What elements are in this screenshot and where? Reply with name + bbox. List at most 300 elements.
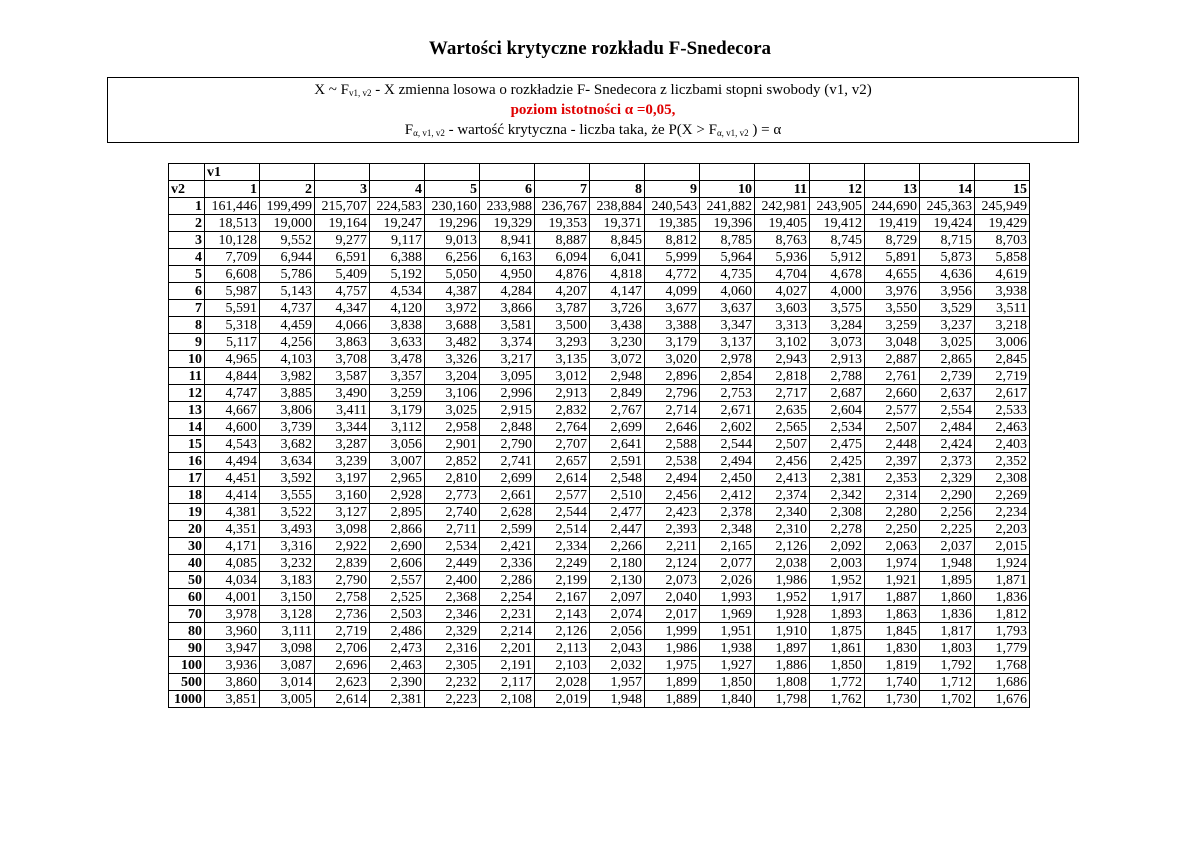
critical-value-cell: 2,577 — [535, 487, 590, 504]
critical-value-cell: 3,293 — [535, 334, 590, 351]
critical-value-cell: 2,254 — [480, 589, 535, 606]
critical-value-cell: 2,660 — [865, 385, 920, 402]
table-row — [169, 606, 1030, 623]
table-row — [169, 402, 1030, 419]
critical-value-cell: 3,217 — [480, 351, 535, 368]
critical-value-cell: 1,871 — [975, 572, 1030, 589]
critical-value-cell: 3,259 — [370, 385, 425, 402]
critical-value-cell: 1,993 — [700, 589, 755, 606]
critical-value-cell: 2,839 — [315, 555, 370, 572]
critical-value-cell: 8,941 — [480, 232, 535, 249]
critical-value-cell: 6,163 — [480, 249, 535, 266]
critical-value-cell: 19,353 — [535, 215, 590, 232]
critical-value-cell: 1,819 — [865, 657, 920, 674]
critical-value-cell: 4,387 — [425, 283, 480, 300]
critical-value-cell: 19,429 — [975, 215, 1030, 232]
critical-value-cell: 4,103 — [260, 351, 315, 368]
critical-value-cell: 2,353 — [865, 470, 920, 487]
critical-value-cell: 4,060 — [700, 283, 755, 300]
critical-value-cell: 3,006 — [975, 334, 1030, 351]
critical-value-cell: 1,975 — [645, 657, 700, 674]
column-header: 10 — [700, 181, 755, 198]
critical-value-cell: 1,830 — [865, 640, 920, 657]
critical-value-cell: 2,203 — [975, 521, 1030, 538]
critical-value-cell: 2,832 — [535, 402, 590, 419]
critical-value-cell: 2,412 — [700, 487, 755, 504]
table-row — [169, 334, 1030, 351]
critical-value-cell: 1,951 — [700, 623, 755, 640]
critical-value-cell: 3,411 — [315, 402, 370, 419]
critical-value-cell: 4,950 — [480, 266, 535, 283]
column-header: 8 — [590, 181, 645, 198]
critical-value-cell: 2,113 — [535, 640, 590, 657]
critical-value-cell: 2,456 — [645, 487, 700, 504]
critical-value-cell: 1,836 — [920, 606, 975, 623]
table-row — [169, 470, 1030, 487]
critical-value-cell: 3,947 — [205, 640, 260, 657]
critical-value-cell: 1,772 — [810, 674, 865, 691]
critical-value-cell: 3,982 — [260, 368, 315, 385]
critical-value-cell: 3,978 — [205, 606, 260, 623]
critical-value-cell: 3,555 — [260, 487, 315, 504]
critical-value-cell: 238,884 — [590, 198, 645, 215]
critical-value-cell: 4,600 — [205, 419, 260, 436]
critical-value-cell: 1,850 — [700, 674, 755, 691]
critical-value-cell: 2,753 — [700, 385, 755, 402]
critical-value-cell: 2,740 — [425, 504, 480, 521]
critical-value-cell: 4,678 — [810, 266, 865, 283]
critical-value-cell: 1,897 — [755, 640, 810, 657]
critical-value-cell: 1,817 — [920, 623, 975, 640]
critical-value-cell: 2,845 — [975, 351, 1030, 368]
critical-value-cell: 2,074 — [590, 606, 645, 623]
critical-value-cell: 2,348 — [700, 521, 755, 538]
critical-value-cell: 2,043 — [590, 640, 645, 657]
critical-value-cell: 2,038 — [755, 555, 810, 572]
critical-value-cell: 3,005 — [260, 691, 315, 708]
critical-value-cell: 6,608 — [205, 266, 260, 283]
critical-value-cell: 1,861 — [810, 640, 865, 657]
critical-value-cell: 1,712 — [920, 674, 975, 691]
critical-value-cell: 10,128 — [205, 232, 260, 249]
critical-value-cell: 241,882 — [700, 198, 755, 215]
table-row — [169, 419, 1030, 436]
column-header: 2 — [260, 181, 315, 198]
row-label-v2: 6 — [169, 283, 205, 300]
critical-value-cell: 2,403 — [975, 436, 1030, 453]
row-label-v2: 50 — [169, 572, 205, 589]
critical-value-cell: 4,543 — [205, 436, 260, 453]
row-label-v2: 8 — [169, 317, 205, 334]
critical-value-cell: 4,147 — [590, 283, 645, 300]
critical-value-cell: 2,577 — [865, 402, 920, 419]
critical-value-cell: 233,988 — [480, 198, 535, 215]
critical-value-cell: 2,393 — [645, 521, 700, 538]
critical-value-cell: 1,927 — [700, 657, 755, 674]
critical-value-cell: 3,218 — [975, 317, 1030, 334]
table-row — [169, 249, 1030, 266]
row-label-v2: 16 — [169, 453, 205, 470]
critical-value-cell: 3,587 — [315, 368, 370, 385]
critical-value-cell: 2,788 — [810, 368, 865, 385]
critical-value-cell: 1,702 — [920, 691, 975, 708]
critical-value-cell: 2,854 — [700, 368, 755, 385]
row-label-v2: 5 — [169, 266, 205, 283]
critical-value-cell: 2,167 — [535, 589, 590, 606]
critical-value-cell: 199,499 — [260, 198, 315, 215]
critical-value-cell: 1,676 — [975, 691, 1030, 708]
critical-value-cell: 2,056 — [590, 623, 645, 640]
column-header: 1 — [205, 181, 260, 198]
critical-value-cell: 2,588 — [645, 436, 700, 453]
empty-cell — [810, 164, 865, 181]
critical-value-cell: 3,592 — [260, 470, 315, 487]
critical-value-cell: 2,256 — [920, 504, 975, 521]
critical-value-cell: 2,199 — [535, 572, 590, 589]
v1-label: v1 — [205, 164, 260, 181]
critical-value-cell: 240,543 — [645, 198, 700, 215]
critical-value-cell: 2,696 — [315, 657, 370, 674]
critical-value-cell: 8,845 — [590, 232, 645, 249]
critical-value-cell: 2,538 — [645, 453, 700, 470]
critical-value-cell: 2,225 — [920, 521, 975, 538]
critical-value-cell: 2,486 — [370, 623, 425, 640]
critical-value-cell: 5,786 — [260, 266, 315, 283]
critical-value-cell: 8,715 — [920, 232, 975, 249]
critical-value-cell: 2,707 — [535, 436, 590, 453]
row-label-v2: 70 — [169, 606, 205, 623]
critical-value-cell: 1,986 — [645, 640, 700, 657]
critical-value-cell: 1,899 — [645, 674, 700, 691]
table-row — [169, 589, 1030, 606]
critical-value-cell: 8,812 — [645, 232, 700, 249]
critical-value-cell: 1,969 — [700, 606, 755, 623]
critical-value-cell: 2,308 — [975, 470, 1030, 487]
column-header: 5 — [425, 181, 480, 198]
row-label-v2: 90 — [169, 640, 205, 657]
table-row — [169, 198, 1030, 215]
critical-value-cell: 3,232 — [260, 555, 315, 572]
critical-value-cell: 4,000 — [810, 283, 865, 300]
critical-value-cell: 1,850 — [810, 657, 865, 674]
table-row — [169, 691, 1030, 708]
critical-value-cell: 2,758 — [315, 589, 370, 606]
critical-value-cell: 2,915 — [480, 402, 535, 419]
empty-cell — [700, 164, 755, 181]
critical-value-cell: 3,025 — [425, 402, 480, 419]
line3-text-b: - wartość krytyczna - liczba taka, że P(X > F — [444, 122, 717, 138]
table-row — [169, 266, 1030, 283]
critical-value-cell: 2,077 — [700, 555, 755, 572]
table-row — [169, 453, 1030, 470]
critical-value-cell: 2,346 — [425, 606, 480, 623]
critical-value-cell: 3,150 — [260, 589, 315, 606]
critical-value-cell: 2,450 — [700, 470, 755, 487]
critical-value-cell: 2,017 — [645, 606, 700, 623]
empty-cell — [315, 164, 370, 181]
column-header: 13 — [865, 181, 920, 198]
critical-value-cell: 3,863 — [315, 334, 370, 351]
critical-value-cell: 2,901 — [425, 436, 480, 453]
critical-value-cell: 4,534 — [370, 283, 425, 300]
critical-value-cell: 4,284 — [480, 283, 535, 300]
critical-value-cell: 3,936 — [205, 657, 260, 674]
critical-value-cell: 3,135 — [535, 351, 590, 368]
line3-subscript: α, v1, v2 — [413, 128, 445, 138]
column-header: 4 — [370, 181, 425, 198]
row-label-v2: 18 — [169, 487, 205, 504]
critical-value-cell: 4,120 — [370, 300, 425, 317]
table-row — [169, 623, 1030, 640]
critical-value-cell: 2,003 — [810, 555, 865, 572]
row-label-v2: 60 — [169, 589, 205, 606]
critical-value-cell: 3,490 — [315, 385, 370, 402]
critical-value-cell: 3,500 — [535, 317, 590, 334]
critical-value-cell: 1,924 — [975, 555, 1030, 572]
critical-value-cell: 224,583 — [370, 198, 425, 215]
critical-value-cell: 3,259 — [865, 317, 920, 334]
critical-value-cell: 2,390 — [370, 674, 425, 691]
critical-value-cell: 1,893 — [810, 606, 865, 623]
critical-value-cell: 3,111 — [260, 623, 315, 640]
critical-value-cell: 3,204 — [425, 368, 480, 385]
critical-value-cell: 2,928 — [370, 487, 425, 504]
line1-text-a: X ~ F — [314, 82, 349, 98]
critical-value-cell: 2,514 — [535, 521, 590, 538]
critical-value-cell: 1,793 — [975, 623, 1030, 640]
critical-value-cell: 2,628 — [480, 504, 535, 521]
critical-value-cell: 3,112 — [370, 419, 425, 436]
critical-value-cell: 19,424 — [920, 215, 975, 232]
critical-value-cell: 2,424 — [920, 436, 975, 453]
critical-value-cell: 1,686 — [975, 674, 1030, 691]
critical-value-cell: 2,548 — [590, 470, 645, 487]
critical-value-cell: 3,960 — [205, 623, 260, 640]
critical-value-cell: 3,972 — [425, 300, 480, 317]
row-label-v2: 30 — [169, 538, 205, 555]
critical-value-cell: 2,329 — [920, 470, 975, 487]
critical-value-cell: 2,606 — [370, 555, 425, 572]
critical-value-cell: 2,214 — [480, 623, 535, 640]
critical-value-cell: 6,944 — [260, 249, 315, 266]
table-row — [169, 657, 1030, 674]
critical-value-cell: 245,949 — [975, 198, 1030, 215]
critical-value-cell: 2,180 — [590, 555, 645, 572]
critical-value-cell: 243,905 — [810, 198, 865, 215]
critical-value-cell: 2,761 — [865, 368, 920, 385]
critical-value-cell: 2,308 — [810, 504, 865, 521]
critical-value-cell: 3,127 — [315, 504, 370, 521]
critical-value-cell: 2,316 — [425, 640, 480, 657]
critical-value-cell: 2,717 — [755, 385, 810, 402]
critical-value-cell: 2,423 — [645, 504, 700, 521]
critical-value-cell: 2,767 — [590, 402, 645, 419]
critical-value-cell: 2,641 — [590, 436, 645, 453]
critical-value-cell: 2,117 — [480, 674, 535, 691]
critical-value-cell: 2,448 — [865, 436, 920, 453]
critical-value-cell: 5,912 — [810, 249, 865, 266]
critical-value-cell: 3,197 — [315, 470, 370, 487]
critical-value-cell: 4,001 — [205, 589, 260, 606]
critical-value-cell: 1,779 — [975, 640, 1030, 657]
critical-value-cell: 2,381 — [810, 470, 865, 487]
line3-text-a: F — [404, 122, 414, 138]
critical-value-cell: 3,634 — [260, 453, 315, 470]
critical-value-cell: 2,019 — [535, 691, 590, 708]
critical-value-cell: 3,787 — [535, 300, 590, 317]
critical-value-cell: 2,849 — [590, 385, 645, 402]
critical-value-cell: 2,948 — [590, 368, 645, 385]
critical-value-cell: 4,655 — [865, 266, 920, 283]
critical-value-cell: 5,964 — [700, 249, 755, 266]
critical-value-cell: 2,015 — [975, 538, 1030, 555]
critical-value-cell: 19,412 — [810, 215, 865, 232]
critical-value-cell: 3,073 — [810, 334, 865, 351]
critical-value-cell: 2,249 — [535, 555, 590, 572]
critical-value-cell: 2,525 — [370, 589, 425, 606]
critical-value-cell: 1,803 — [920, 640, 975, 657]
critical-value-cell: 2,699 — [480, 470, 535, 487]
critical-value-cell: 2,623 — [315, 674, 370, 691]
critical-value-cell: 2,447 — [590, 521, 645, 538]
critical-value-cell: 2,699 — [590, 419, 645, 436]
critical-value-cell: 2,477 — [590, 504, 645, 521]
critical-value-cell: 2,764 — [535, 419, 590, 436]
critical-value-cell: 2,741 — [480, 453, 535, 470]
critical-value-cell: 2,232 — [425, 674, 480, 691]
table-row — [169, 538, 1030, 555]
critical-value-cell: 2,978 — [700, 351, 755, 368]
critical-value-cell: 3,137 — [700, 334, 755, 351]
critical-value-cell: 2,475 — [810, 436, 865, 453]
critical-value-cell: 2,269 — [975, 487, 1030, 504]
critical-value-cell: 2,739 — [920, 368, 975, 385]
table-row — [169, 351, 1030, 368]
critical-value-cell: 2,852 — [425, 453, 480, 470]
critical-value-cell: 3,511 — [975, 300, 1030, 317]
critical-value-cell: 5,143 — [260, 283, 315, 300]
empty-cell — [590, 164, 645, 181]
critical-value-cell: 8,729 — [865, 232, 920, 249]
critical-value-cell: 2,706 — [315, 640, 370, 657]
critical-value-cell: 3,438 — [590, 317, 645, 334]
critical-value-cell: 3,529 — [920, 300, 975, 317]
critical-value-cell: 2,413 — [755, 470, 810, 487]
line1-subscript: v1, v2 — [349, 88, 372, 98]
critical-value-cell: 2,400 — [425, 572, 480, 589]
critical-value-cell: 2,533 — [975, 402, 1030, 419]
empty-cell — [755, 164, 810, 181]
critical-value-cell: 2,599 — [480, 521, 535, 538]
critical-value-cell: 3,478 — [370, 351, 425, 368]
critical-value-cell: 3,007 — [370, 453, 425, 470]
critical-value-cell: 3,239 — [315, 453, 370, 470]
critical-value-cell: 3,575 — [810, 300, 865, 317]
critical-value-cell: 4,737 — [260, 300, 315, 317]
row-label-v2: 13 — [169, 402, 205, 419]
critical-value-cell: 1,840 — [700, 691, 755, 708]
critical-value-cell: 4,171 — [205, 538, 260, 555]
critical-value-cell: 2,494 — [645, 470, 700, 487]
critical-value-cell: 5,858 — [975, 249, 1030, 266]
critical-value-cell: 2,028 — [535, 674, 590, 691]
row-label-v2: 9 — [169, 334, 205, 351]
critical-value-cell: 2,340 — [755, 504, 810, 521]
empty-cell — [975, 164, 1030, 181]
column-header: 14 — [920, 181, 975, 198]
critical-value-cell: 2,690 — [370, 538, 425, 555]
row-label-v2: 14 — [169, 419, 205, 436]
critical-value-cell: 3,179 — [370, 402, 425, 419]
critical-value-cell: 2,381 — [370, 691, 425, 708]
critical-value-cell: 4,034 — [205, 572, 260, 589]
table-row — [169, 385, 1030, 402]
critical-value-cell: 2,943 — [755, 351, 810, 368]
critical-value-cell: 2,557 — [370, 572, 425, 589]
critical-value-cell: 2,211 — [645, 538, 700, 555]
critical-value-cell: 2,449 — [425, 555, 480, 572]
critical-value-cell: 4,451 — [205, 470, 260, 487]
critical-value-cell: 3,550 — [865, 300, 920, 317]
critical-value-cell: 245,363 — [920, 198, 975, 215]
critical-value-cell: 3,938 — [975, 283, 1030, 300]
row-label-v2: 15 — [169, 436, 205, 453]
critical-value-cell: 1,798 — [755, 691, 810, 708]
critical-value-cell: 3,581 — [480, 317, 535, 334]
critical-value-cell: 2,130 — [590, 572, 645, 589]
critical-value-cell: 4,347 — [315, 300, 370, 317]
critical-value-cell: 3,020 — [645, 351, 700, 368]
critical-value-cell: 9,117 — [370, 232, 425, 249]
critical-value-cell: 19,000 — [260, 215, 315, 232]
critical-value-cell: 3,347 — [700, 317, 755, 334]
critical-value-cell: 3,860 — [205, 674, 260, 691]
critical-value-cell: 2,032 — [590, 657, 645, 674]
critical-value-cell: 2,614 — [315, 691, 370, 708]
critical-value-cell: 2,922 — [315, 538, 370, 555]
empty-cell — [260, 164, 315, 181]
critical-value-cell: 3,098 — [260, 640, 315, 657]
critical-value-cell: 1,948 — [920, 555, 975, 572]
critical-value-cell: 2,290 — [920, 487, 975, 504]
critical-value-cell: 1,948 — [590, 691, 645, 708]
critical-value-cell: 3,087 — [260, 657, 315, 674]
critical-value-cell: 5,192 — [370, 266, 425, 283]
column-header-row — [169, 181, 1030, 198]
critical-value-cell: 8,785 — [700, 232, 755, 249]
critical-value-cell: 3,287 — [315, 436, 370, 453]
critical-value-cell: 2,201 — [480, 640, 535, 657]
critical-value-cell: 2,554 — [920, 402, 975, 419]
critical-value-cell: 2,818 — [755, 368, 810, 385]
critical-value-cell: 8,763 — [755, 232, 810, 249]
critical-value-cell: 3,230 — [590, 334, 645, 351]
critical-value-cell: 3,128 — [260, 606, 315, 623]
critical-value-cell: 3,976 — [865, 283, 920, 300]
critical-value-cell: 4,876 — [535, 266, 590, 283]
critical-value-cell: 4,735 — [700, 266, 755, 283]
critical-value-cell: 3,633 — [370, 334, 425, 351]
critical-value-cell: 2,773 — [425, 487, 480, 504]
critical-value-cell: 2,866 — [370, 521, 425, 538]
critical-value-cell: 4,099 — [645, 283, 700, 300]
critical-value-cell: 2,108 — [480, 691, 535, 708]
row-label-v2: 11 — [169, 368, 205, 385]
critical-value-cell: 2,913 — [810, 351, 865, 368]
critical-value-cell: 2,958 — [425, 419, 480, 436]
critical-value-cell: 3,098 — [315, 521, 370, 538]
critical-value-cell: 2,896 — [645, 368, 700, 385]
